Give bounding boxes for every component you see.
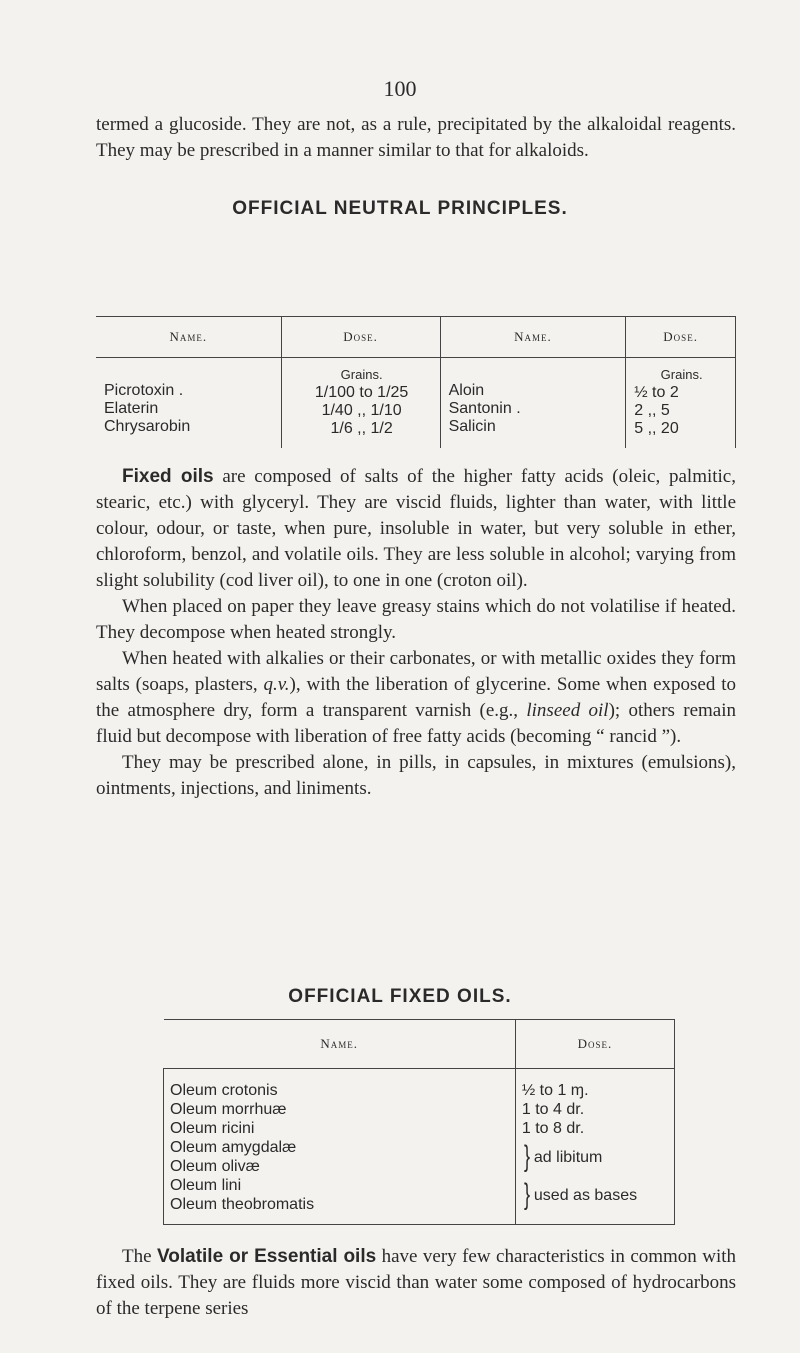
oil-names-cell [164, 1069, 516, 1225]
list-item: Salicin [448, 418, 496, 435]
list-item: ½ to 1 ɱ. [521, 1082, 589, 1099]
header-dose: Dose. [281, 317, 440, 358]
list-item: Oleum theobromatis [170, 1196, 315, 1213]
fixed-oils-text: are composed of salts of the higher fatty acids (oleic, palmitic, stearic, etc.) with glyceryl. They are viscid fluids, lighter than water, with little colour, odour, or taste, when pure, insoluble in water, but very soluble in ether, chloroform, benzol, and volatile oils. They are less soluble in alcohol; varying from slight solubility (cod liver oil), to one in one (croton oil). [96, 466, 736, 591]
list-item: 2 ,, 5 [634, 402, 670, 419]
list-item: Aloin [448, 382, 485, 399]
right-doses-cell [626, 358, 736, 449]
list-item: 1 to 4 dr. [521, 1101, 585, 1118]
fixed-oils-table [163, 1019, 675, 1225]
p3-linseed: linseed oil [526, 700, 609, 721]
p3-part-c: ); others remain fluid but decompose with liberation of free fatty acids (becoming “ rancid ”). [96, 700, 736, 747]
list-item: 1 to 8 dr. [521, 1120, 585, 1137]
neutral-principles-table [96, 316, 736, 448]
list-item: Oleum olivæ [170, 1158, 260, 1175]
list-item: ½ to 2 [634, 384, 679, 401]
fixed-oils-p4: They may be prescribed alone, in pills, in capsules, in mixtures (emulsions), ointments, injections, and liniments. [96, 752, 736, 799]
list-item: 1/100 to 1/25 [314, 384, 409, 401]
volatile-pre: The [122, 1246, 152, 1267]
list-item: Elaterin [104, 400, 159, 417]
fixed-oils-section [96, 464, 736, 802]
p3-qv: q.v. [263, 674, 290, 695]
brace-icon: } [523, 1178, 530, 1211]
header-dose: Dose. [515, 1020, 674, 1069]
dose-group-bases [522, 1176, 668, 1214]
heading-neutral-principles: OFFICIAL NEUTRAL PRINCIPLES. [232, 198, 568, 219]
intro-paragraph: termed a glucoside. They are not, as a rule, precipitated by the alkaloidal reagents. They may be prescribed in a manner similar to that for alkaloids. [96, 114, 736, 161]
volatile-text: have very few characteristics in common with fixed oils. They are fluids more viscid than water some composed of hydrocarbons of the terpene series [96, 1246, 737, 1319]
header-name: Name. [96, 317, 281, 358]
list-item: used as bases [533, 1186, 638, 1204]
list-item: Santonin . [448, 400, 521, 417]
heading-fixed-oils: OFFICIAL FIXED OILS. [288, 986, 512, 1007]
grains-label: Grains. [340, 367, 383, 382]
list-item: ad libitum [533, 1148, 603, 1166]
dose-group-ad-libitum [522, 1138, 668, 1176]
fixed-oils-term: Fixed oils [122, 466, 214, 487]
list-item: 1/40 ,, 1/10 [321, 402, 402, 419]
volatile-term: Volatile or Essential oils [156, 1246, 377, 1267]
right-names-cell [440, 358, 626, 449]
list-item: Oleum amygdalæ [170, 1139, 297, 1156]
header-dose-2: Dose. [626, 317, 736, 358]
list-item: 5 ,, 20 [634, 420, 679, 437]
p3-part-a: When heated with alkalies or their carbonates, or with metallic oxides they form salts (soaps, plasters, [96, 648, 736, 695]
left-doses-cell [281, 358, 440, 449]
fixed-oils-p3 [96, 646, 736, 750]
fixed-oils-p2: When placed on paper they leave greasy stains which do not volatilise if heated. They decompose when heated strongly. [96, 596, 736, 643]
page-number: 100 [383, 76, 417, 101]
header-name-2: Name. [440, 317, 626, 358]
volatile-oils-paragraph [96, 1244, 736, 1322]
list-item: Chrysarobin [104, 418, 191, 435]
list-item: 1/6 ,, 1/2 [330, 420, 393, 437]
p3-part-b: ), with the liberation of glycerine. Some when exposed to the atmosphere dry, form a transparent varnish (e.g., [96, 674, 736, 721]
list-item: Picrotoxin . [104, 382, 184, 399]
oil-doses-cell [515, 1069, 674, 1225]
fixed-oils-p1 [96, 464, 736, 594]
list-item: Oleum crotonis [170, 1082, 278, 1099]
left-names-cell [96, 358, 281, 449]
list-item: Oleum ricini [170, 1120, 255, 1137]
list-item: Oleum morrhuæ [170, 1101, 287, 1118]
brace-icon: } [523, 1140, 530, 1173]
grains-label-2: Grains. [660, 367, 703, 382]
header-name: Name. [164, 1020, 516, 1069]
list-item: Oleum lini [170, 1177, 242, 1194]
